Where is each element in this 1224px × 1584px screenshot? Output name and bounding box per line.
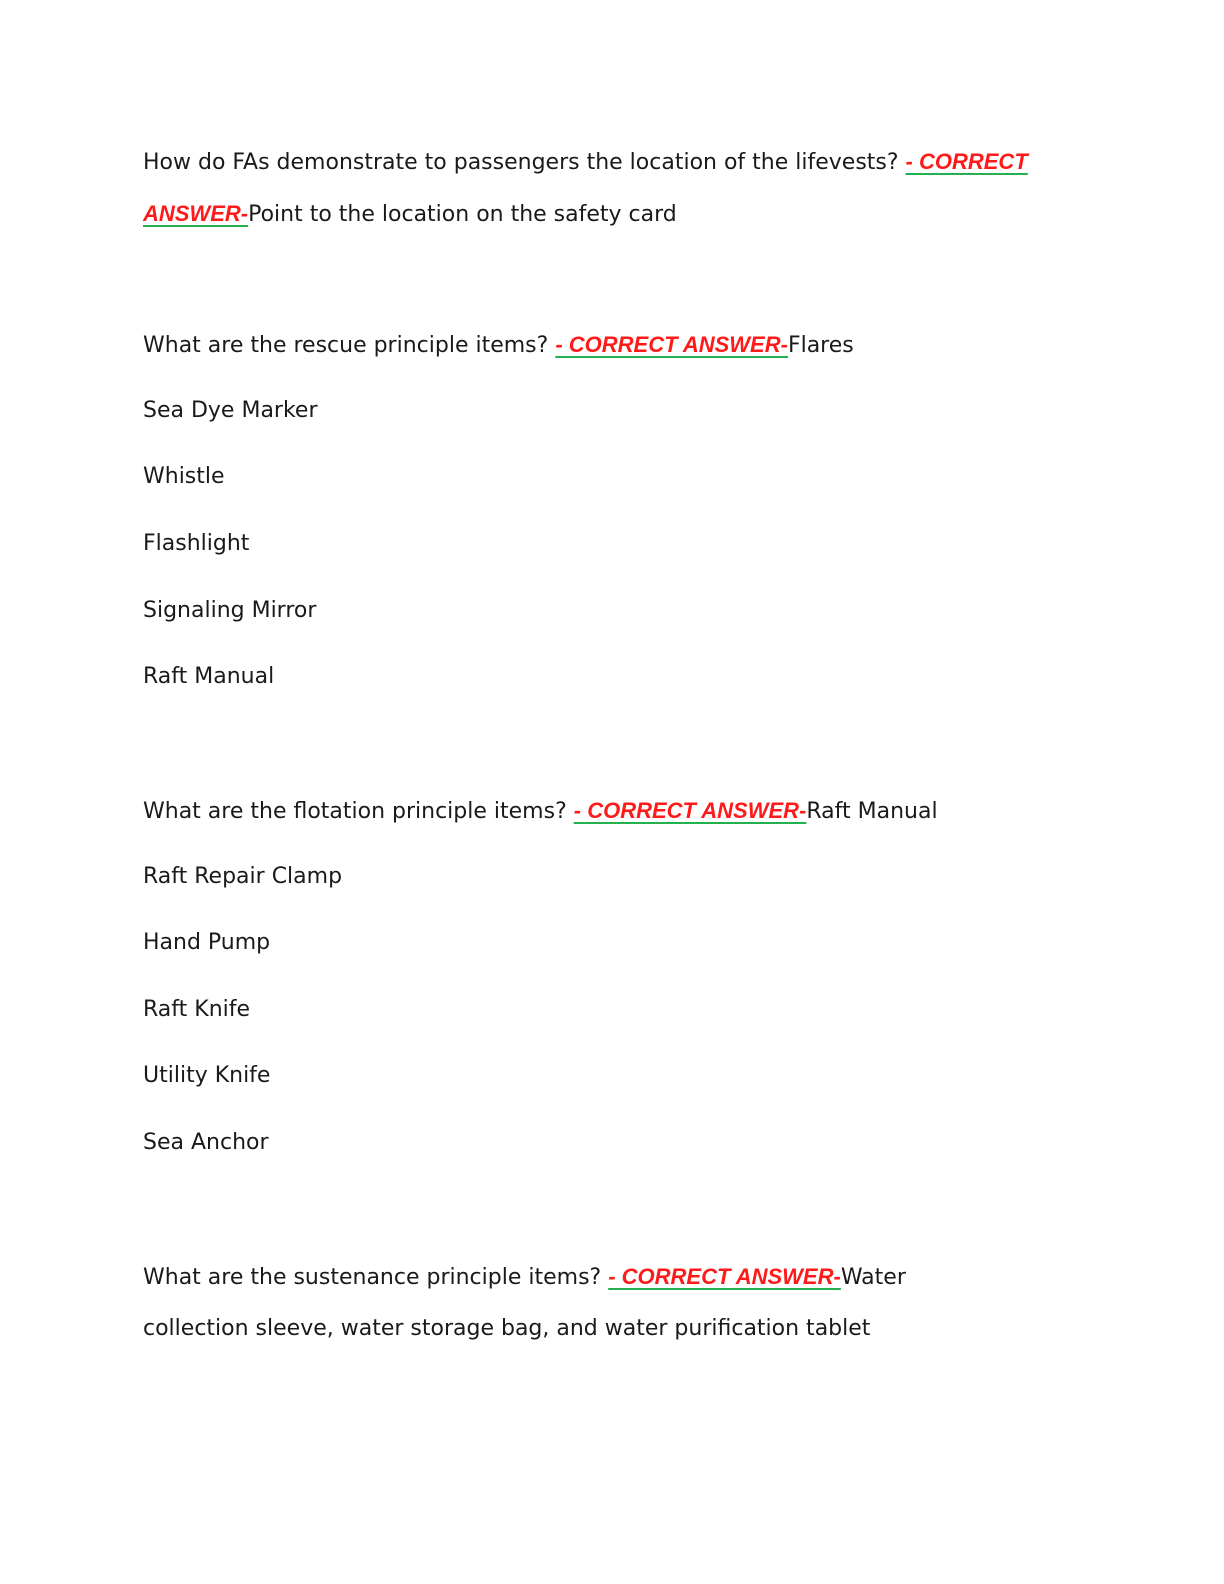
list-item: Hand Pump: [143, 930, 271, 955]
answer-text: Water collection sleeve, water storage bag, and water purification tablet: [143, 1265, 906, 1341]
answer-text: Raft Manual: [806, 799, 938, 824]
list-item: Sea Dye Marker: [143, 398, 318, 423]
correct-answer-marker: - CORRECT ANSWER-: [608, 1264, 841, 1289]
list-item: Utility Knife: [143, 1063, 271, 1088]
answer-text: Point to the location on the safety card: [248, 202, 677, 227]
list-item: Whistle: [143, 464, 225, 489]
correct-answer-marker: - CORRECT ANSWER-: [143, 149, 1028, 226]
question-text: What are the sustenance principle items?: [143, 1265, 609, 1290]
list-item: Signaling Mirror: [143, 598, 317, 623]
correct-answer-marker: - CORRECT ANSWER-: [573, 798, 807, 823]
question-text: How do FAs demonstrate to passengers the location of the lifevests?: [143, 150, 906, 175]
list-item: Raft Manual: [143, 664, 275, 689]
correct-answer-marker: - CORRECT ANSWER-: [555, 332, 788, 357]
list-item: Raft Knife: [143, 997, 251, 1022]
qa-lifevests: [143, 136, 1083, 240]
list-item: Sea Anchor: [143, 1130, 269, 1155]
question-text: What are the flotation principle items?: [143, 799, 574, 824]
qa-rescue-items: [143, 319, 1083, 371]
question-text: What are the rescue principle items?: [143, 333, 556, 358]
qa-sustenance-items: [143, 1251, 1003, 1354]
answer-text: Flares: [787, 333, 854, 358]
list-item: Raft Repair Clamp: [143, 864, 343, 889]
list-item: Flashlight: [143, 531, 250, 556]
qa-flotation-items: [143, 785, 1083, 837]
